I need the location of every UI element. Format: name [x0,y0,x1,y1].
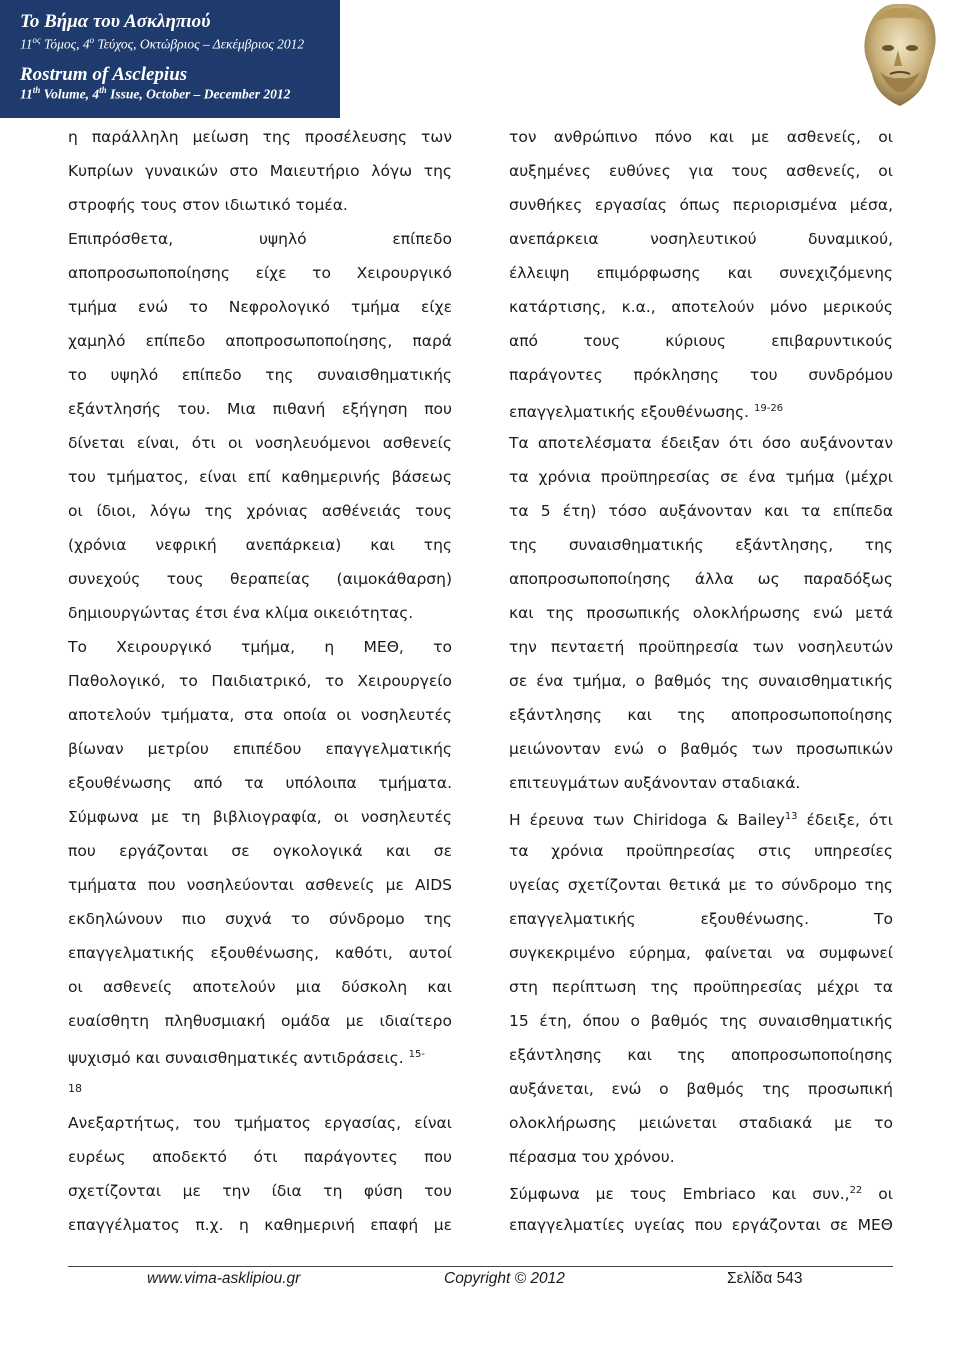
text-line: στη περίπτωση της προϋπηρεσίας μέχρι τα [509,978,893,996]
text-line: και της προσωπικής ολοκλήρωσης ενώ μετά [509,604,893,622]
page-footer [0,1270,960,1294]
text-line: Κυπρίων γυναικών στο Μαιευτήριο λόγω της [68,162,452,180]
text-line: κατάρτισης, κ.α., αποτελούν μόνο μερικούς [509,298,893,316]
text-line: επαγγελματικής εξουθένωσης. Το [509,910,893,928]
asclepius-bust-logo [838,0,960,112]
text-line: Σύμφωνα με τη βιβλιογραφία, οι νοσηλευτές [68,808,452,826]
text-line: αυξάνεται, ενώ ο βαθμός της προσωπική [509,1080,893,1098]
text-fragment: Η έρευνα των Chiridoga & Bailey [509,811,785,830]
text-line: του τμήματος, είναι επί καθημερινής βάσεως [68,468,452,486]
text-line: συνθήκες εργασίας όπως περιορισμένα μέσα, [509,196,893,214]
text-line [509,392,893,426]
text-line: Τα αποτελέσματα έδειξαν ότι όσο αυξάνονταν [509,434,893,452]
footer-divider [68,1266,893,1267]
text-line: πέρασμα του χρόνου. [509,1148,675,1166]
text-line: εξάντλησης και της αποπροσωποποίησης [509,1046,893,1064]
text-line: τον ανθρώπινο πόνο και με ασθενείς, οι [509,128,893,146]
text-line: επαγγελματικής εξουθένωσης, καθότι, αυτοί [68,944,452,962]
text-line [509,1174,893,1208]
citation-ref: 18 [68,1082,82,1095]
journal-title-greek: Το Βήμα του Ασκληπιού [20,11,211,32]
text-line: 15 έτη, όπου ο βαθμός της συναισθηματικής [509,1012,893,1030]
text-line: ευαίσθητη πληθυσμιακή ομάδα με ιδιαίτερο [68,1012,452,1030]
text-line: αποπροσωποποίησης είχε το Χειρουργικό [68,264,452,282]
text-line: δημιουργώντας έτσι ένα κλίμα οικειότητας. [68,604,414,622]
text-line: συγκεκριμένο εύρημα, φαίνεται να συμφωνεί [509,944,893,962]
text-line: εξάντλησής του. Μια πιθανή εξήγηση που [68,400,452,418]
text-line: παράγοντες πρόκλησης του συνδρόμου [509,366,893,384]
text-line: τα 5 έτη) τόσο αυξάνονταν και τα επίπεδα [509,502,893,520]
citation-ref: 22 [849,1185,863,1196]
text-line: ολοκλήρωσης μειώνεται σταδιακά με το [509,1114,893,1132]
text-line: Επιπρόσθετα, υψηλό επίπεδο [68,230,452,248]
text-line: την πενταετή προϋπηρεσία των νοσηλευτών [509,638,893,656]
text-line: σχετίζονται με την ίδια τη φύση του [68,1182,452,1200]
footer-website-link[interactable]: www.vima-asklipiou.gr [147,1270,301,1287]
text-line: Παθολογικό, το Παιδιατρικό, το Χειρουργείο [68,672,452,690]
text-line: βίωναν μετρίου επιπέδου επαγγελματικής [68,740,452,758]
text-line: αποπροσωποποίησης άλλα ως παραδόξως [509,570,893,588]
text-line: σε ένα τμήμα, ο βαθμός της συναισθηματικής [509,672,893,690]
citation-ref: 15- [408,1049,425,1060]
text-fragment: Σύμφωνα με τους Embriaco και συν., [509,1185,850,1204]
text-line: χαμηλό επίπεδο αποπροσωποποίησης, παρά [68,332,452,350]
citation-ref: 13 [784,811,798,822]
text-line: ανεπάρκεια νοσηλευτικού δυναμικού, [509,230,893,248]
text-line: συνεχούς τους θεραπείας (αιμοκάθαρση) [68,570,452,588]
citation-ref: 19-26 [754,403,784,414]
text-line: έλλειψη επιμόρφωσης και συνεχιζόμενης [509,264,893,282]
text-line: Ανεξαρτήτως, του τμήματος εργασίας, είναι [68,1114,452,1132]
page-header [0,0,960,118]
text-line: επιτευγμάτων αυξάνονταν σταδιακά. [509,774,801,792]
text-line: εξουθένωσης από τα υπόλοιπα τμήματα. [68,774,452,792]
text-line: από τους κύριους επιβαρυντικούς [509,332,893,350]
text-line: που εργάζονται σε ογκολογικά και σε [68,842,452,860]
text-line: οι ασθενείς αποτελούν μια δύσκολη και [68,978,452,996]
text-line: αποτελούν τμήματα, στα οποία οι νοσηλευτές [68,706,452,724]
right-column [509,120,893,1242]
issue-line-greek: $11^{o\varsigma}$ Τόμος, $4^o$ Τεύχος, Οκτώβριος – Δεκέμβριος 2012 [20,35,305,52]
text-line: τα χρόνια προϋπηρεσίας στις υπηρεσίες [509,842,893,860]
text-line: στροφής τους στον ιδιωτικό τομέα. [68,196,348,214]
text-line: (χρόνια νεφρική ανεπάρκεια) και της [68,536,452,554]
text-line: το υψηλό επίπεδο της συναισθηματικής [68,366,452,384]
journal-banner [0,0,340,118]
text-line: εξάντλησης και της αποπροσωποποίησης [509,706,893,724]
text-fragment: επαγγελματικής εξουθένωσης. [509,403,750,422]
text-line: επαγγέλματος π.χ. η καθημερινή επαφή με [68,1216,452,1234]
journal-title-english: Rostrum of Asclepius [20,64,188,85]
issue-line-english: 11th Volume, 4th Issue, October – December 2012 [20,85,291,102]
text-line [509,800,893,834]
text-line: τα χρόνια προϋπηρεσίας σε ένα τμήμα (μέχρι [509,468,893,486]
text-fragment: ψυχισμό και συναισθηματικές αντιδράσεις. [68,1049,404,1068]
text-line [68,1038,452,1072]
text-line: εκδηλώνουν πιο συχνά το σύνδρομο της [68,910,452,928]
text-line: η παράλληλη μείωση της προσέλευσης των [68,128,452,146]
text-fragment: έδειξε, ότι [797,811,893,830]
footer-copyright: Copyright © 2012 [444,1270,565,1287]
text-line: οι ίδιοι, λόγω της χρόνιας ασθένειάς τους [68,502,452,520]
text-line: ευρέως αποδεκτό ότι παράγοντες που [68,1148,452,1166]
text-line: της συναισθηματικής εξάντλησης, της [509,536,893,554]
text-line: Το Χειρουργικό τμήμα, η ΜΕΘ, το [68,638,452,656]
text-line: επαγγελματίες υγείας που εργάζονται σε ΜΕΘ [509,1216,893,1234]
text-line: υγείας σχετίζονται θετικά με το σύνδρομο της [509,876,893,894]
text-line: δίνεται είναι, ότι οι νοσηλευόμενοι ασθενείς [68,434,452,452]
text-line: τμήματα που νοσηλεύονται ασθενείς με AIDS [68,876,452,894]
text-line: μειώνονταν ενώ ο βαθμός των προσωπικών [509,740,893,758]
text-line: τμήμα ενώ το Νεφρολογικό τμήμα είχε [68,298,452,316]
left-column [68,120,452,1242]
footer-page-number: Σελίδα 543 [727,1270,803,1287]
text-line: αυξημένες ευθύνες για τους ασθενείς, οι [509,162,893,180]
text-fragment: οι [862,1185,893,1204]
